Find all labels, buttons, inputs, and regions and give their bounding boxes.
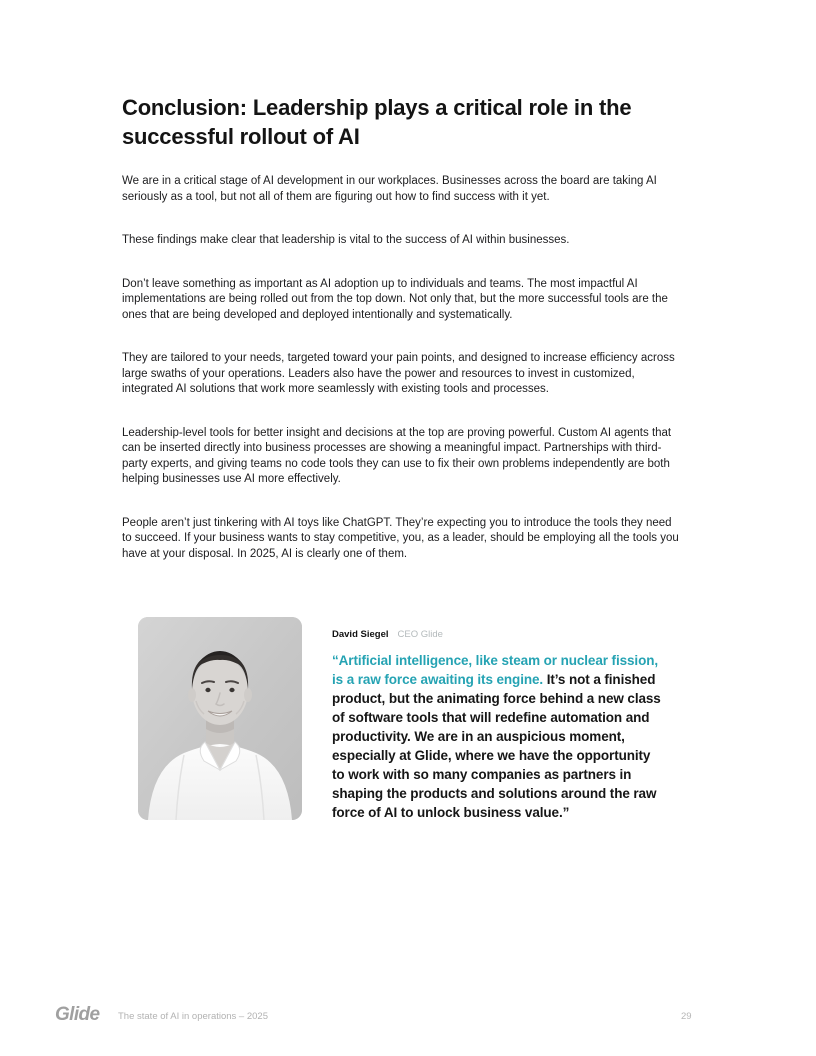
paragraph: Leadership-level tools for better insight and decisions at the top are proving powerful. Custom AI agents that can be inserted directly into business processes are showing a meaningful impact. Partnerships with third-party experts, and giving teams no code tools they can use to fix their own problems independently are both helping businesses use AI more effectively.	[122, 426, 672, 485]
quote-author: David Siegel	[332, 629, 389, 640]
page-footer	[0, 1002, 816, 1032]
paragraph: People aren’t just tinkering with AI toys like ChatGPT. They’re expecting you to introduce the tools they need to succeed. If your business wants to stay competitive, you, as a leader, should be employing all the tools you have at your disposal. In 2025, AI is clearly one of them.	[122, 516, 679, 560]
paragraph: Don’t leave something as important as AI adoption up to individuals and teams. The most impactful AI implementations are being rolled out from the top down. Not only that, but the more successful tools are the ones that are being developed and deployed intentionally and systematically.	[122, 277, 668, 321]
quote-section	[138, 617, 662, 822]
paragraph: These findings make clear that leadership is vital to the success of AI within businesses.	[122, 234, 570, 246]
quote-attribution	[332, 629, 662, 640]
main-content	[122, 93, 688, 590]
paragraph: They are tailored to your needs, targeted toward your pain points, and designed to increase efficiency across large swaths of your operations. Leaders also have the power and resources to invest in customized, integrated AI solutions that work more seamlessly with existing tools and processes.	[122, 352, 675, 395]
page-title: Conclusion: Leadership plays a critical role in the successful rollout of AI	[122, 95, 632, 149]
quote-column	[332, 617, 662, 822]
body-copy	[122, 174, 688, 562]
page-number: 29	[681, 1011, 692, 1022]
paragraph: We are in a critical stage of AI development in our workplaces. Businesses across the board are taking AI seriously as a tool, but not all of them are figuring out how to find success with it yet.	[122, 175, 657, 203]
footer-tagline: The state of AI in operations – 2025	[118, 1011, 268, 1022]
portrait-illustration	[138, 617, 302, 820]
quote-author-role: CEO Glide	[397, 629, 443, 640]
quote-highlight: “Artificial intelligence, like steam or nuclear fission, is a raw force awaiting its engine.	[332, 653, 659, 687]
quote-body: It’s not a finished product, but the animating force behind a new class of software tools that will redefine automation and productivity. We are in an auspicious moment, especially at Glide, where we have the opportunity to work with so many companies as partners in shaping the products and solutions around the raw force of AI to unlock business value.”	[332, 672, 661, 820]
quote-text	[332, 651, 662, 822]
portrait-photo	[138, 617, 302, 820]
glide-logo: Glide	[55, 1004, 100, 1025]
